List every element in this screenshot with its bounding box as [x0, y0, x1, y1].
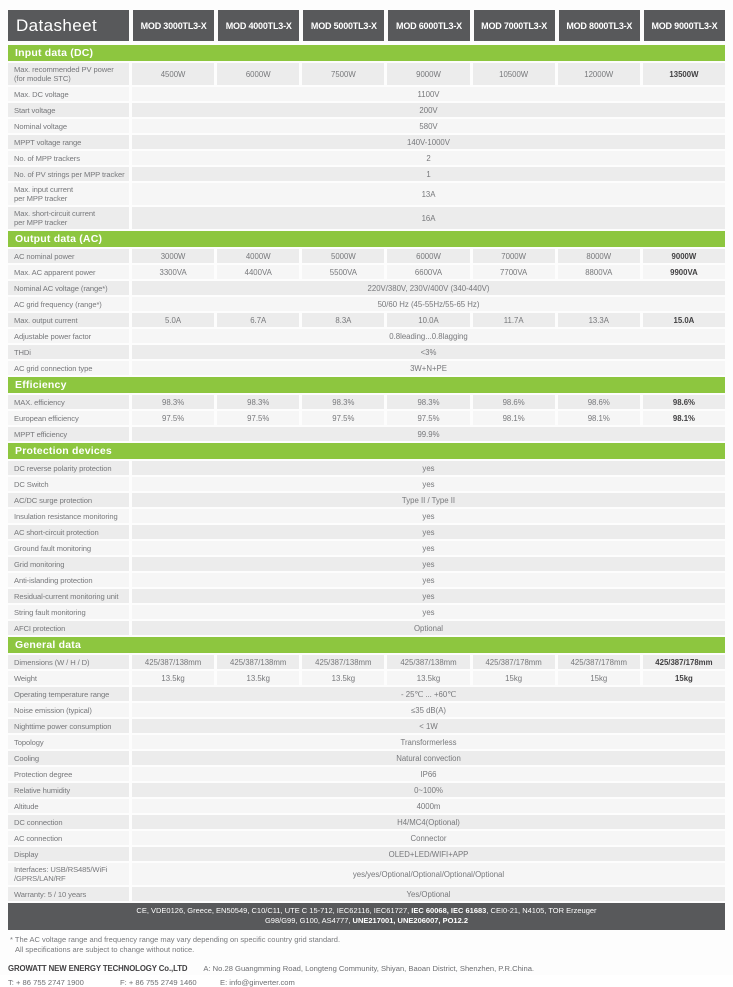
spec-row — [8, 703, 725, 717]
section-header — [8, 377, 725, 393]
row-label-text: Ground fault monitoring — [14, 543, 92, 553]
row-label-text: Max. output current — [14, 315, 78, 325]
spec-row — [8, 655, 725, 669]
value-cells — [132, 265, 725, 279]
phone-number: T: + 86 755 2747 1900 — [8, 978, 84, 987]
value-cell-span: yes — [132, 573, 725, 587]
row-label-text: Cooling — [14, 753, 40, 763]
value-cell: 12000W — [558, 63, 640, 85]
row-label-text: Insulation resistance monitoring — [14, 511, 118, 521]
row-label-text: European efficiency — [14, 413, 79, 423]
value-cell: 4400VA — [217, 265, 299, 279]
model-header: MOD 3000TL3-X — [133, 10, 214, 41]
row-label — [8, 847, 129, 861]
row-label-text: DC reverse polarity protection — [14, 463, 112, 473]
value-cell: 3000W — [132, 249, 214, 263]
row-label — [8, 671, 129, 685]
value-cell: 9900VA — [643, 265, 725, 279]
row-label — [8, 87, 129, 101]
row-label-text: Weight — [14, 673, 37, 683]
row-label — [8, 461, 129, 475]
value-cell: 15kg — [558, 671, 640, 685]
row-label — [8, 703, 129, 717]
value-cell-span: yes — [132, 509, 725, 523]
spec-row — [8, 687, 725, 701]
value-cell: 13.5kg — [132, 671, 214, 685]
value-cell-span: 1 — [132, 167, 725, 181]
value-cell: 9000W — [387, 63, 469, 85]
model-header: MOD 4000TL3-X — [218, 10, 299, 41]
spec-row — [8, 87, 725, 101]
value-cell-span: 16A — [132, 207, 725, 229]
value-cell: 5.0A — [132, 313, 214, 327]
cert-line-2 — [26, 916, 707, 926]
row-label — [8, 135, 129, 149]
spec-row — [8, 119, 725, 133]
row-label — [8, 589, 129, 603]
row-label-text-2: per MPP tracker — [14, 194, 68, 203]
spec-row — [8, 395, 725, 409]
row-label — [8, 687, 129, 701]
value-cell: 98.1% — [643, 411, 725, 425]
value-cell: 98.6% — [643, 395, 725, 409]
value-cell: 6000W — [217, 63, 299, 85]
cert-line-1 — [26, 906, 707, 916]
row-label — [8, 831, 129, 845]
spec-row — [8, 249, 725, 263]
value-cell-span: Yes/Optional — [132, 887, 725, 901]
section-header — [8, 231, 725, 247]
spec-row — [8, 621, 725, 635]
value-cell-span: Type II / Type II — [132, 493, 725, 507]
value-cell: 425/387/138mm — [132, 655, 214, 669]
row-label-text: THDi — [14, 347, 31, 357]
row-label — [8, 297, 129, 311]
spec-row — [8, 281, 725, 295]
footer-line-2 — [8, 978, 725, 987]
row-label-text: DC connection — [14, 817, 63, 827]
value-cell: 98.1% — [473, 411, 555, 425]
footnote-line-1: * The AC voltage range and frequency range may vary depending on specific country grid standard. — [10, 935, 341, 944]
row-label-text-2: /GPRS/LAN/RF — [14, 874, 66, 883]
spec-row — [8, 863, 725, 885]
spec-row — [8, 167, 725, 181]
row-label — [8, 207, 129, 229]
value-cell-span: OLED+LED/WIFI+APP — [132, 847, 725, 861]
value-cell: 425/387/138mm — [302, 655, 384, 669]
row-label — [8, 395, 129, 409]
row-label-text: Noise emission (typical) — [14, 705, 92, 715]
row-label — [8, 119, 129, 133]
value-cell-span: yes — [132, 477, 725, 491]
row-label — [8, 751, 129, 765]
row-label — [8, 573, 129, 587]
row-label — [8, 655, 129, 669]
row-label-text: Max. input current — [14, 185, 73, 194]
spec-table — [8, 45, 725, 901]
value-cell: 9000W — [643, 249, 725, 263]
row-label — [8, 411, 129, 425]
row-label-text-2: per MPP tracker — [14, 218, 68, 227]
value-cell: 11.7A — [473, 313, 555, 327]
value-cell-span: yes — [132, 461, 725, 475]
row-label — [8, 345, 129, 359]
footnote — [8, 935, 725, 955]
value-cell: 8000W — [558, 249, 640, 263]
value-cell-span: 3W+N+PE — [132, 361, 725, 375]
row-label-text: Display — [14, 849, 39, 859]
value-cell-span: <3% — [132, 345, 725, 359]
row-label — [8, 735, 129, 749]
spec-row — [8, 265, 725, 279]
row-label-text: Relative humidity — [14, 785, 71, 795]
value-cells — [132, 249, 725, 263]
row-label — [8, 477, 129, 491]
spec-row — [8, 151, 725, 165]
row-label-text: Max. recommended PV power — [14, 65, 114, 74]
spec-row — [8, 329, 725, 343]
row-label-text: MPPT voltage range — [14, 137, 82, 147]
value-cell: 425/387/138mm — [387, 655, 469, 669]
value-cell-span: 50/60 Hz (45-55Hz/55-65 Hz) — [132, 297, 725, 311]
page-title: Datasheet — [8, 10, 129, 41]
value-cells — [132, 313, 725, 327]
spec-row — [8, 313, 725, 327]
value-cell: 3300VA — [132, 265, 214, 279]
row-label — [8, 183, 129, 205]
row-label — [8, 151, 129, 165]
value-cell: 97.5% — [387, 411, 469, 425]
spec-row — [8, 719, 725, 733]
model-header: MOD 5000TL3-X — [303, 10, 384, 41]
row-label-text: DC Switch — [14, 479, 49, 489]
value-cell-span: Optional — [132, 621, 725, 635]
row-label-text: AC nominal power — [14, 251, 75, 261]
spec-row — [8, 557, 725, 571]
row-label — [8, 493, 129, 507]
value-cell: 6.7A — [217, 313, 299, 327]
value-cell: 98.6% — [558, 395, 640, 409]
row-label — [8, 767, 129, 781]
value-cell: 15kg — [473, 671, 555, 685]
value-cell: 4500W — [132, 63, 214, 85]
value-cell-span: yes/yes/Optional/Optional/Optional/Optional — [132, 863, 725, 885]
row-label-text: No. of PV strings per MPP tracker — [14, 169, 125, 179]
value-cell: 5500VA — [302, 265, 384, 279]
row-label — [8, 265, 129, 279]
footer — [8, 964, 725, 987]
spec-row — [8, 427, 725, 441]
row-label-text: Nighttime power consumption — [14, 721, 112, 731]
row-label-text: AC/DC surge protection — [14, 495, 92, 505]
row-label — [8, 329, 129, 343]
row-label-text: Anti-islanding protection — [14, 575, 93, 585]
row-label-text: String fault monitoring — [14, 607, 86, 617]
value-cell: 8.3A — [302, 313, 384, 327]
row-label-text: Grid monitoring — [14, 559, 65, 569]
spec-row — [8, 831, 725, 845]
spec-row — [8, 671, 725, 685]
company-name: GROWATT NEW ENERGY TECHNOLOGY Co.,LTD — [8, 964, 188, 973]
value-cell: 7000W — [473, 249, 555, 263]
value-cell-span: Transformerless — [132, 735, 725, 749]
spec-row — [8, 183, 725, 205]
value-cell-span: H4/MC4(Optional) — [132, 815, 725, 829]
value-cells — [132, 63, 725, 85]
value-cells — [132, 655, 725, 669]
row-label — [8, 605, 129, 619]
value-cell: 97.5% — [217, 411, 299, 425]
value-cell-span: 2 — [132, 151, 725, 165]
spec-row — [8, 297, 725, 311]
value-cell-span: < 1W — [132, 719, 725, 733]
row-label — [8, 427, 129, 441]
value-cell-span: 1100V — [132, 87, 725, 101]
section-title: Efficiency — [15, 379, 67, 391]
cert-text: CE, VDE0126, Greece, EN50549, C10/C11, UTE C 15-712, IEC62116, IEC61727, — [136, 906, 412, 915]
value-cell: 7500W — [302, 63, 384, 85]
spec-row — [8, 493, 725, 507]
value-cell-span: - 25℃ ... +60℃ — [132, 687, 725, 701]
value-cell: 425/387/178mm — [558, 655, 640, 669]
footnote-line-2: All specifications are subject to change without notice. — [15, 945, 195, 954]
value-cell-span: 220V/380V, 230V/400V (340-440V) — [132, 281, 725, 295]
row-label-text: Nominal voltage — [14, 121, 67, 131]
spec-row — [8, 207, 725, 229]
header-row — [8, 10, 725, 41]
row-label — [8, 525, 129, 539]
value-cell-span: yes — [132, 525, 725, 539]
row-label-text-2: (for module STC) — [14, 74, 71, 83]
row-label-text: Max. short-circuit current — [14, 209, 95, 218]
value-cell-span: 140V-1000V — [132, 135, 725, 149]
value-cell-span: IP66 — [132, 767, 725, 781]
section-header — [8, 45, 725, 61]
spec-row — [8, 605, 725, 619]
value-cell-span: Connector — [132, 831, 725, 845]
spec-row — [8, 63, 725, 85]
row-label — [8, 63, 129, 85]
value-cell: 6600VA — [387, 265, 469, 279]
row-label-text: Topology — [14, 737, 44, 747]
row-label — [8, 249, 129, 263]
value-cell: 425/387/178mm — [473, 655, 555, 669]
row-label-text: Max. DC voltage — [14, 89, 69, 99]
row-label-text: AC grid connection type — [14, 363, 93, 373]
spec-row — [8, 573, 725, 587]
value-cell: 98.3% — [302, 395, 384, 409]
row-label-text: No. of MPP trackers — [14, 153, 80, 163]
value-cell: 98.3% — [217, 395, 299, 409]
value-cell-span: yes — [132, 557, 725, 571]
row-label-text: MAX. efficiency — [14, 397, 65, 407]
spec-row — [8, 799, 725, 813]
row-label — [8, 167, 129, 181]
row-label-text: Protection degree — [14, 769, 73, 779]
row-label-text: AC connection — [14, 833, 63, 843]
spec-row — [8, 751, 725, 765]
value-cell: 98.3% — [132, 395, 214, 409]
spec-row — [8, 361, 725, 375]
spec-row — [8, 783, 725, 797]
row-label — [8, 783, 129, 797]
spec-row — [8, 411, 725, 425]
spec-row — [8, 589, 725, 603]
value-cell-span: 200V — [132, 103, 725, 117]
row-label — [8, 509, 129, 523]
spec-row — [8, 103, 725, 117]
row-label-text: Nominal AC voltage (range*) — [14, 283, 108, 293]
value-cell-span: 99.9% — [132, 427, 725, 441]
row-label — [8, 815, 129, 829]
value-cell-span: yes — [132, 541, 725, 555]
value-cell-span: 0~100% — [132, 783, 725, 797]
row-label-text: Adjustable power factor — [14, 331, 92, 341]
value-cell: 98.6% — [473, 395, 555, 409]
row-label — [8, 799, 129, 813]
row-label-text: AFCI protection — [14, 623, 66, 633]
certifications-bar — [8, 903, 725, 930]
model-header: MOD 6000TL3-X — [388, 10, 469, 41]
value-cell: 15.0A — [643, 313, 725, 327]
value-cell: 97.5% — [302, 411, 384, 425]
row-label — [8, 313, 129, 327]
row-label-text: Warranty: 5 / 10 years — [14, 889, 87, 899]
row-label-text: AC short-circuit protection — [14, 527, 99, 537]
spec-row — [8, 135, 725, 149]
row-label-text: Start voltage — [14, 105, 56, 115]
section-header — [8, 443, 725, 459]
row-label-text: AC grid frequency (range*) — [14, 299, 102, 309]
spec-row — [8, 477, 725, 491]
row-label-text: Operating temperature range — [14, 689, 110, 699]
spec-row — [8, 815, 725, 829]
value-cell-span: yes — [132, 589, 725, 603]
value-cell-span: 580V — [132, 119, 725, 133]
value-cell: 15kg — [643, 671, 725, 685]
row-label — [8, 719, 129, 733]
cert-text: IEC 60068, IEC 61683 — [411, 906, 487, 915]
row-label — [8, 361, 129, 375]
row-label — [8, 887, 129, 901]
row-label — [8, 281, 129, 295]
spec-row — [8, 525, 725, 539]
value-cell: 5000W — [302, 249, 384, 263]
value-cell: 425/387/138mm — [217, 655, 299, 669]
model-header: MOD 8000TL3-X — [559, 10, 640, 41]
row-label — [8, 103, 129, 117]
value-cells — [132, 395, 725, 409]
section-title: Protection devices — [15, 445, 112, 457]
spec-row — [8, 887, 725, 901]
value-cell-span: 0.8leading...0.8lagging — [132, 329, 725, 343]
spec-row — [8, 345, 725, 359]
value-cells — [132, 411, 725, 425]
row-label-text: MPPT efficiency — [14, 429, 68, 439]
spec-row — [8, 767, 725, 781]
value-cell-span: 13A — [132, 183, 725, 205]
value-cell: 13.3A — [558, 313, 640, 327]
row-label — [8, 863, 129, 885]
email-address[interactable]: E: info@ginverter.com — [220, 978, 295, 987]
value-cell-span: 4000m — [132, 799, 725, 813]
value-cell: 98.1% — [558, 411, 640, 425]
row-label-text: Interfaces: USB/RS485/WiFi — [14, 865, 108, 874]
value-cell: 8800VA — [558, 265, 640, 279]
value-cells — [132, 671, 725, 685]
row-label-text: Dimensions (W / H / D) — [14, 657, 90, 667]
spec-row — [8, 735, 725, 749]
company-address: A: No.28 Guangmming Road, Longteng Community, Shiyan, Baoan District, Shenzhen, P.R.China. — [203, 964, 535, 973]
value-cell: 425/387/178mm — [643, 655, 725, 669]
model-header: MOD 9000TL3-X — [644, 10, 725, 41]
row-label — [8, 557, 129, 571]
value-cell: 6000W — [387, 249, 469, 263]
value-cell: 4000W — [217, 249, 299, 263]
row-label — [8, 541, 129, 555]
model-header: MOD 7000TL3-X — [474, 10, 555, 41]
value-cell-span: Natural convection — [132, 751, 725, 765]
fax-number: F: + 86 755 2749 1460 — [120, 978, 197, 987]
cert-text: , CEI0-21, N4105, TOR Erzeuger — [486, 906, 597, 915]
spec-row — [8, 541, 725, 555]
value-cell: 13.5kg — [302, 671, 384, 685]
cert-text: UNE217001, UNE206007, PO12.2 — [352, 916, 469, 925]
footer-line-1 — [8, 964, 725, 973]
spec-row — [8, 509, 725, 523]
value-cell: 7700VA — [473, 265, 555, 279]
value-cell: 13.5kg — [387, 671, 469, 685]
value-cell: 10.0A — [387, 313, 469, 327]
value-cell: 98.3% — [387, 395, 469, 409]
section-title: General data — [15, 639, 82, 651]
section-title: Output data (AC) — [15, 233, 103, 245]
value-cell-span: ≤35 dB(A) — [132, 703, 725, 717]
value-cell: 97.5% — [132, 411, 214, 425]
cert-text: G98/G99, G100, AS4777, — [264, 916, 353, 925]
value-cell: 10500W — [473, 63, 555, 85]
row-label-text: Residual-current monitoring unit — [14, 591, 119, 601]
row-label-text: Altitude — [14, 801, 39, 811]
section-header — [8, 637, 725, 653]
section-title: Input data (DC) — [15, 47, 94, 59]
spec-row — [8, 461, 725, 475]
row-label-text: Max. AC apparent power — [14, 267, 96, 277]
row-label — [8, 621, 129, 635]
value-cell-span: yes — [132, 605, 725, 619]
value-cell: 13500W — [643, 63, 725, 85]
value-cell: 13.5kg — [217, 671, 299, 685]
spec-row — [8, 847, 725, 861]
